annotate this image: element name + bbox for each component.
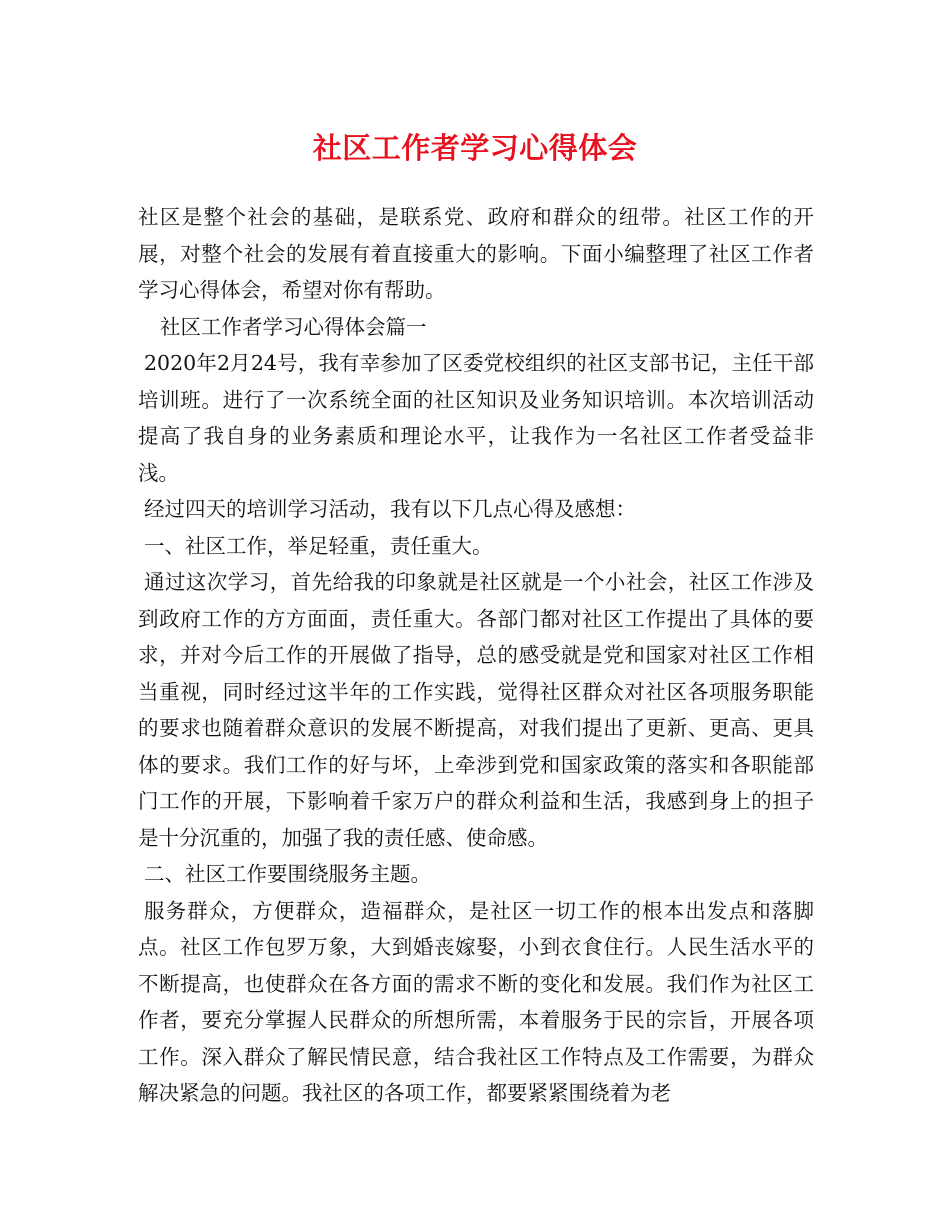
paragraph: 经过四天的培训学习活动，我有以下几点心得及感想： (144, 497, 636, 521)
document-title: 社区工作者学习心得体会 (312, 131, 638, 165)
point-heading: 一、社区工作，举足轻重，责任重大。 (144, 533, 493, 558)
paragraph: 2020年2月24号，我有幸参加了区委党校组织的社区支部书记，主任干部培训班。进行了一次系统全面的社区知识及业务知识培训。本次培训活动提高了我自身的业务素质和理论水平，让我作为一名社区工作者受益非浅。 (138, 351, 814, 485)
point-heading: 二、社区工作要围绕服务主题。 (144, 862, 431, 886)
section-heading: 社区工作者学习心得体会篇一 (160, 314, 427, 339)
paragraph: 服务群众，方便群众，造福群众，是社区一切工作的根本出发点和落脚点。社区工作包罗万象，大到婚丧嫁娶，小到衣食住行。人民生活水平的不断提高，也使群众在各方面的需求不断的变化和发展。我们作为社区工作者，要充分掌握人民群众的所想所需，本着服务于民的宗旨，开展各项工作。深入群众了解民情民意，结合我社区工作特点及工作需要，为群众解决紧急的问题。我社区的各项工作，都要紧紧围绕着为老 (138, 898, 814, 1105)
paragraph: 通过这次学习，首先给我的印象就是社区就是一个小社会，社区工作涉及到政府工作的方方面面，责任重大。各部门都对社区工作提出了具体的要求，并对今后工作的开展做了指导，总的感受就是党和国家对社区工作相当重视，同时经过这半年的工作实践，觉得社区群众对社区各项服务职能的要求也随着群众意识的发展不断提高，对我们提出了更新、更高、更具体的要求。我们工作的好与坏，上牵涉到党和国家政策的落实和各职能部门工作的开展，下影响着千家万户的群众利益和生活，我感到身上的担子是十分沉重的，加强了我的责任感、使命感。 (138, 570, 814, 850)
paragraph-intro: 社区是整个社会的基础，是联系党、政府和群众的纽带。社区工作的开展，对整个社会的发展有着直接重大的影响。下面小编整理了社区工作者学习心得体会，希望对你有帮助。 (138, 205, 814, 302)
document-body (138, 199, 814, 1112)
